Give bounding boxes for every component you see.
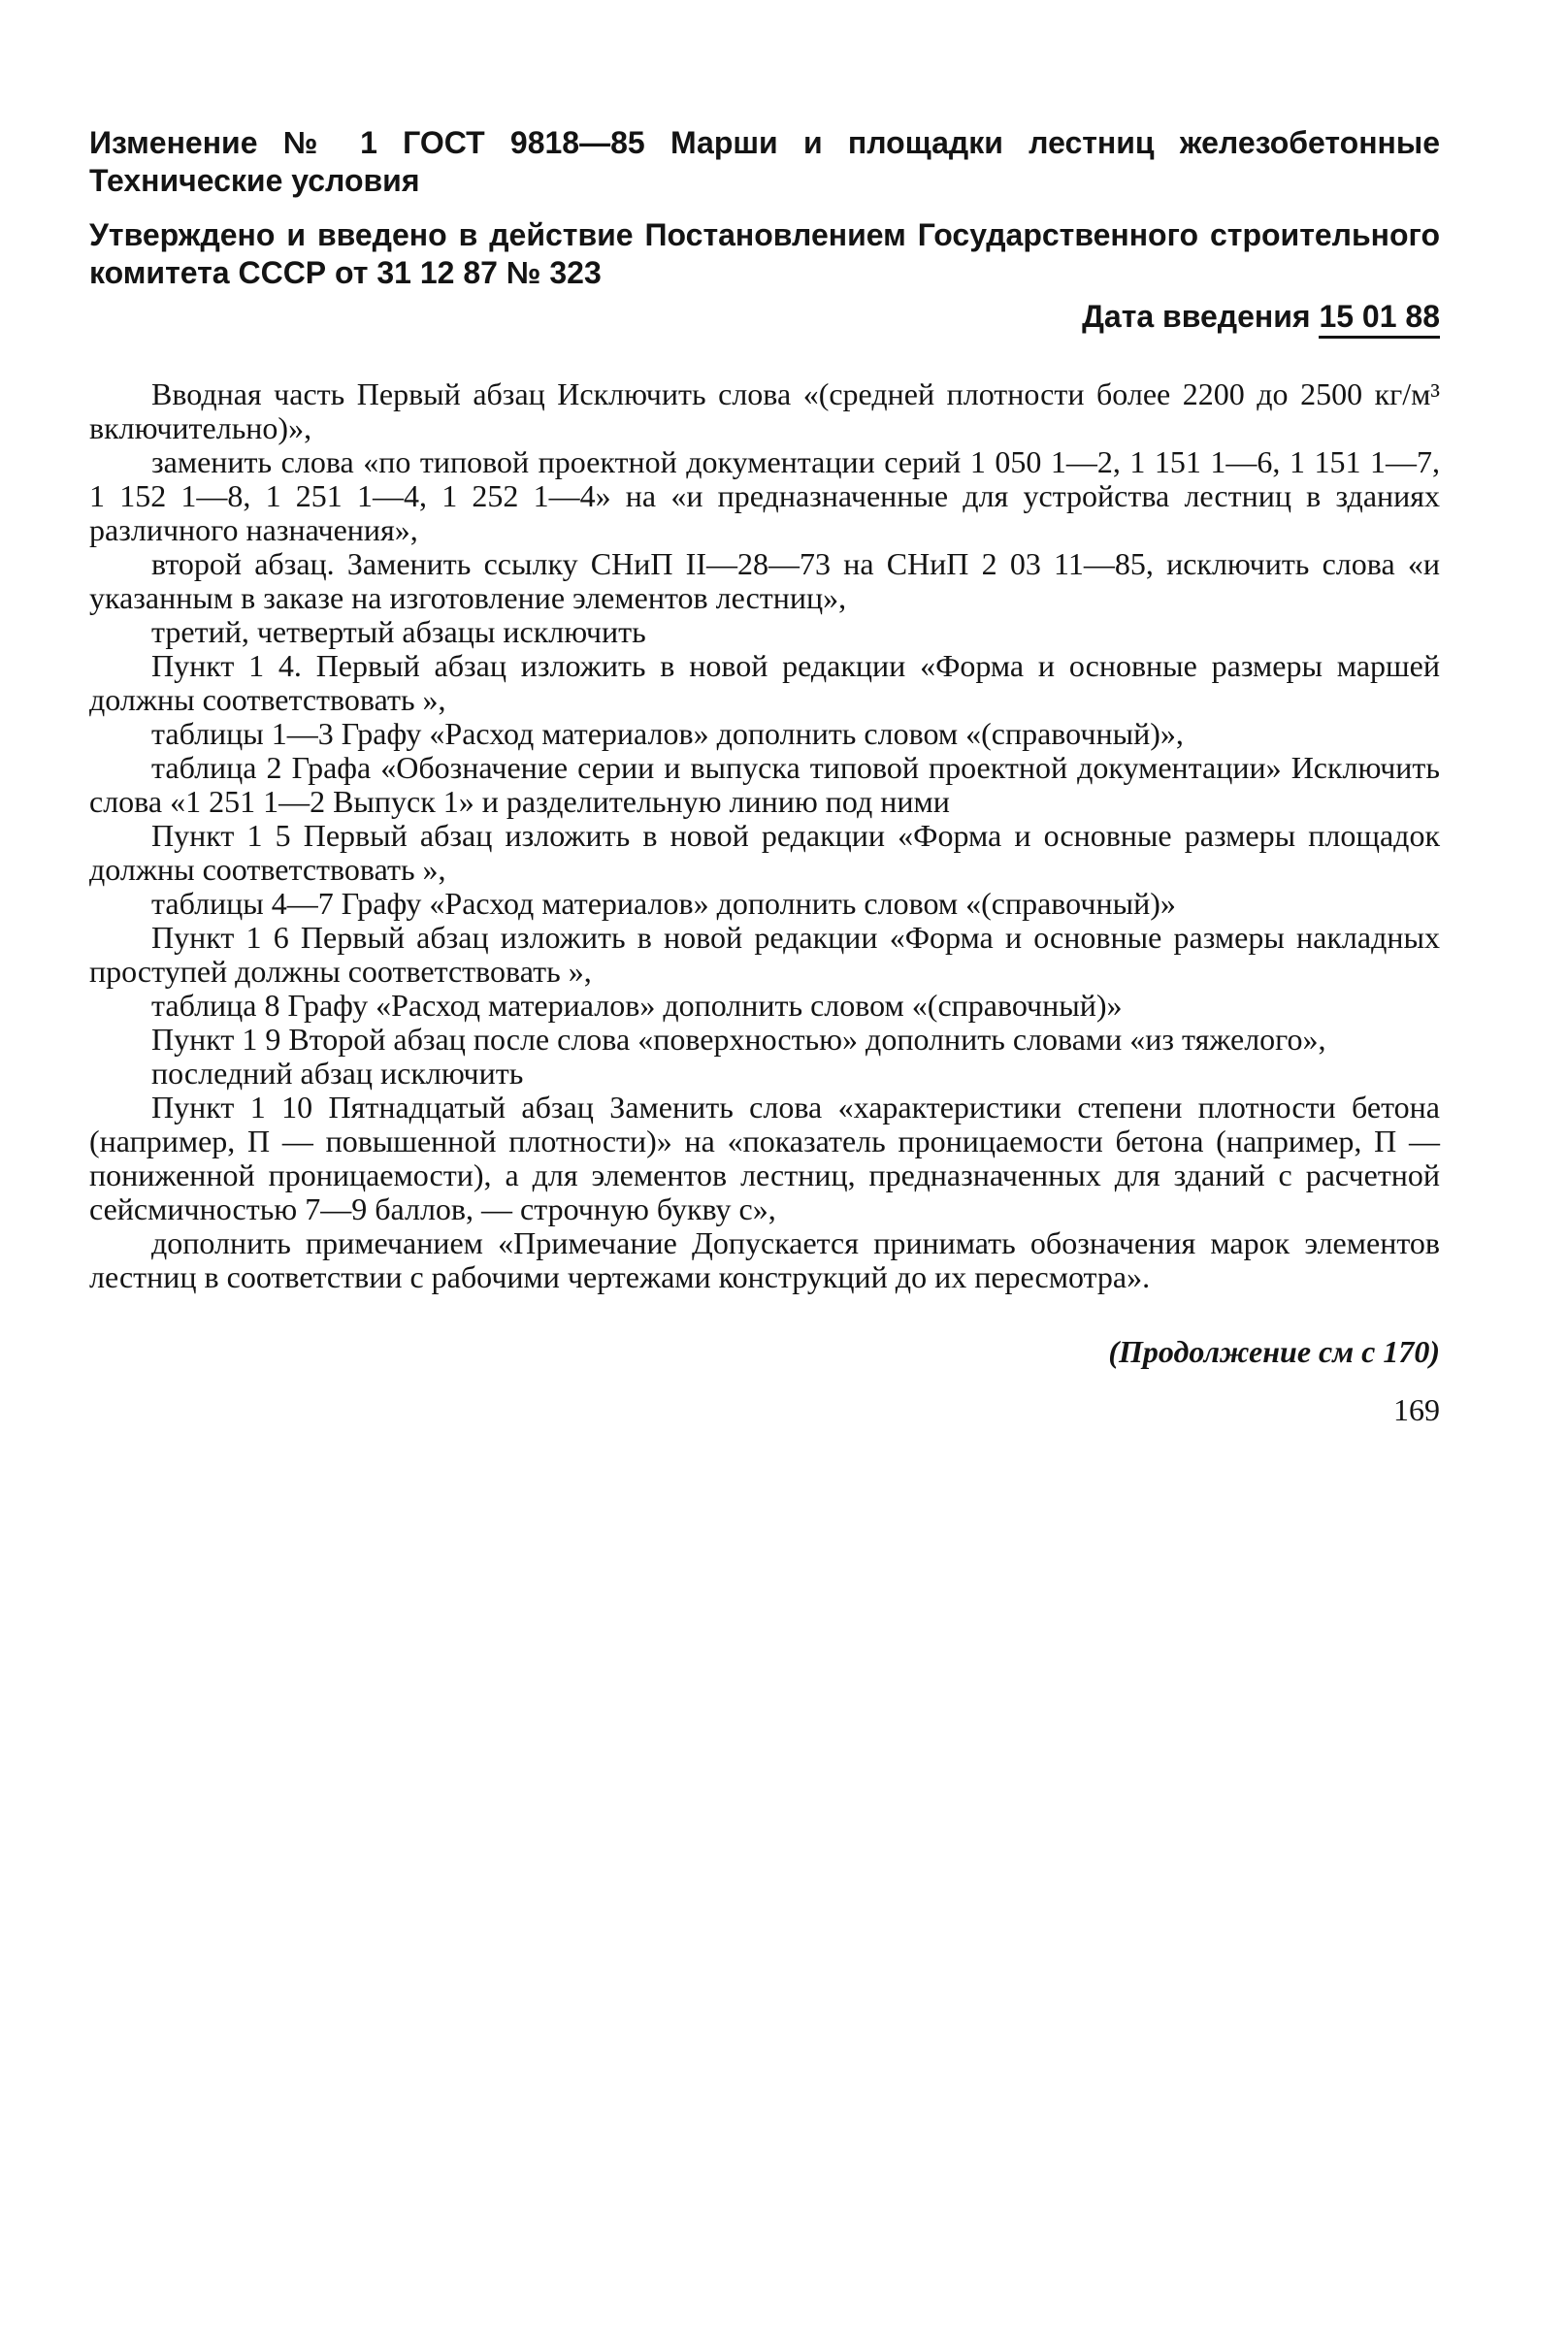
effective-date-value: 15 01 88 — [1319, 301, 1440, 339]
amendment-body — [89, 377, 1440, 1294]
amendment-paragraph: Вводная часть Первый абзац Исключить слова «(средней плотности более 2200 до 2500 кг/м³ включительно)», — [89, 376, 1440, 445]
document-title: Изменение № 1 ГОСТ 9818—85 Марши и площадки лестниц железобетонные Технические условия — [89, 125, 1440, 198]
amendment-paragraph: дополнить примечанием «Примечание Допускается принимать обозначения марок элементов лестниц в соответствии с рабочими чертежами конструкций до их пересмотра». — [89, 1225, 1440, 1294]
amendment-paragraph: Пункт 1 4. Первый абзац изложить в новой редакции «Форма и основные размеры маршей должны соответствовать », — [89, 648, 1440, 717]
effective-date — [89, 298, 1440, 339]
amendment-paragraph: третий, четвертый абзацы исключить — [151, 614, 646, 649]
amendment-paragraph: Пункт 1 10 Пятнадцатый абзац Заменить слова «характеристики степени плотности бетона (например, П — повышенной плотности)» на «показатель проницаемости бетона (например, П — пониженной проницаемости), а для элементов лестниц, предназначенных для зданий с расчетной сейсмичностью 7—9 баллов, — строчную букву с», — [89, 1090, 1440, 1226]
amendment-paragraph: таблица 2 Графа «Обозначение серии и выпуска типовой проектной документации» Исключить слова «1 251 1—2 Выпуск 1» и разделительную линию под ними — [89, 750, 1440, 819]
amendment-paragraph: второй абзац. Заменить ссылку СНиП II—28—73 на СНиП 2 03 11—85, исключить слова «и указанным в заказе на изготовление элементов лестниц», — [89, 546, 1440, 615]
amendment-paragraph: последний абзац исключить — [151, 1056, 524, 1091]
page-number: 169 — [1393, 1392, 1440, 1427]
document-page — [89, 124, 1440, 1428]
amendment-paragraph: таблица 8 Графу «Расход материалов» дополнить словом «(справочный)» — [151, 988, 1123, 1023]
amendment-paragraph: таблицы 4—7 Графу «Расход материалов» дополнить словом «(справочный)» — [151, 886, 1176, 921]
amendment-paragraph: Пункт 1 6 Первый абзац изложить в новой редакции «Форма и основные размеры накладных проступей должны соответствовать », — [89, 920, 1440, 989]
effective-date-label: Дата введения — [1082, 299, 1311, 334]
continuation-note: (Продолжение см с 170) — [1108, 1334, 1440, 1369]
amendment-paragraph: Пункт 1 5 Первый абзац изложить в новой редакции «Форма и основные размеры площадок должны соответствовать », — [89, 818, 1440, 887]
amendment-paragraph: заменить слова «по типовой проектной документации серий 1 050 1—2, 1 151 1—6, 1 151 1—7, 1 152 1—8, 1 251 1—4, 1 252 1—4» на «и предназначенные для устройства лестниц в зданиях различного назначения», — [89, 444, 1440, 547]
amendment-paragraph: таблицы 1—3 Графу «Расход материалов» дополнить словом «(справочный)», — [151, 716, 1184, 751]
approval-statement: Утверждено и введено в действие Постановлением Государственного строительного комитета СССР от 31 12 87 № 323 — [89, 217, 1440, 290]
amendment-paragraph: Пункт 1 9 Второй абзац после слова «поверхностью» дополнить словами «из тяжелого», — [151, 1022, 1326, 1057]
